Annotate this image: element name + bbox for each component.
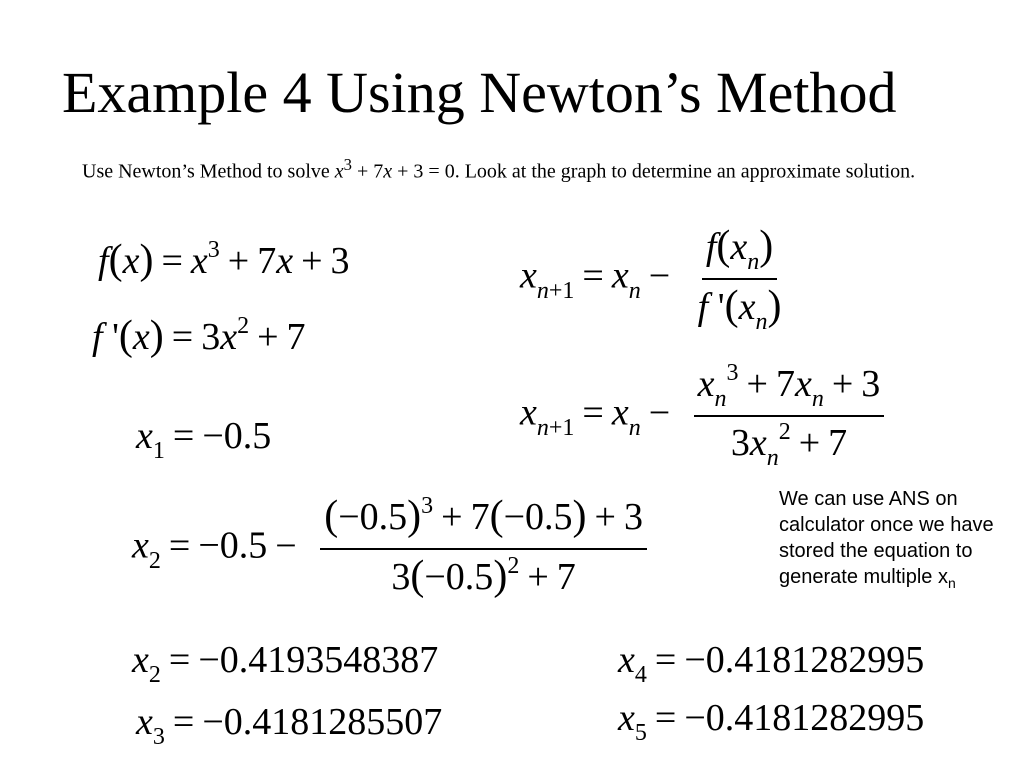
formula-text-group xyxy=(0,0,1,1)
formula-x1: $x_1 = -0.5$ xyxy=(136,415,272,464)
formula-f-of-x: $f(x) = x^3 + 7x + 3$ xyxy=(98,237,350,283)
note-text: We can use ANS on calculator once we have stored the equation to generate multiple x xyxy=(779,488,994,588)
intro-var2: x xyxy=(383,160,393,183)
note-subscript: n xyxy=(947,575,956,591)
result-x3: $x_3 = -0.4181285507$ xyxy=(136,701,443,750)
formula-newton-specific: $x_{n+1} = x_n$ − $\frac{x_n^3 + 7x_n + 3}{3x_n^2 + 7}$ xyxy=(520,362,884,470)
f-of-x-text xyxy=(0,0,1,1)
result-x5: $x_5 = -0.4181282995$ xyxy=(618,697,925,746)
intro-lead: Use Newton’s Method to solve xyxy=(82,160,335,183)
calculator-note xyxy=(779,486,1019,596)
x2-value: −0.4193548387 xyxy=(198,639,439,681)
intro-exp: 3 xyxy=(343,155,352,174)
x4-value: −0.4181282995 xyxy=(684,639,925,681)
result-x2: $x_2 = -0.4193548387$ xyxy=(132,639,439,688)
intro-text xyxy=(82,148,942,189)
intro-mid: + 7 xyxy=(351,160,384,183)
x1-value: −0.5 xyxy=(202,415,272,457)
intro-var: x xyxy=(334,160,344,183)
intro-tail: + 3 = 0. Look at the graph to determine an approximate solution. xyxy=(392,160,916,183)
result-x4: $x_4 = -0.4181282995$ xyxy=(618,639,925,688)
x3-value: −0.4181285507 xyxy=(202,701,443,743)
formula-f-prime: f '$(x) = 3x^2 + 7$ xyxy=(92,313,306,359)
x5-value: −0.4181282995 xyxy=(684,697,925,739)
slide-title: Example 4 Using Newton’s Method xyxy=(62,60,897,125)
formula-newton-general: $x_{n+1} = x_n$ − $\frac{f(x_n)}{f '(x_n)}$ xyxy=(520,223,782,335)
formula-x2-computation: $x_2 = -0.5$ − $\frac{(-0.5)^3 + 7(-0.5) + 3}{3(-0.5)^2 + 7}$ xyxy=(132,494,647,604)
